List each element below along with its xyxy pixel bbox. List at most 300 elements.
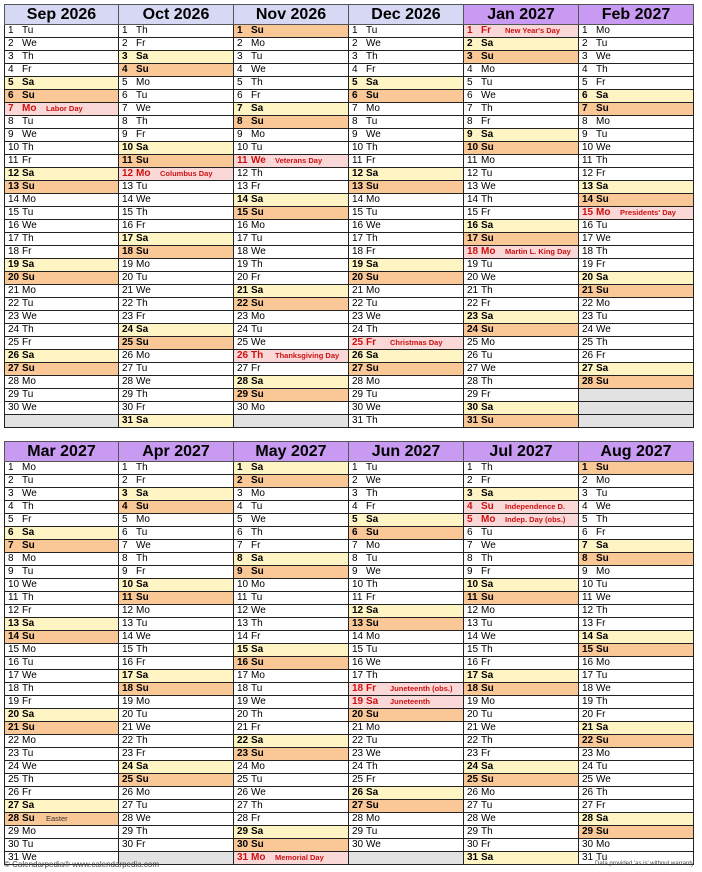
day-cell [349, 462, 464, 475]
weekday-label: Sa [136, 761, 149, 772]
month-header-aug-2027: Aug 2027 [578, 441, 694, 462]
day-number: 16 [122, 657, 134, 668]
day-cell [464, 644, 579, 657]
day-cell [349, 246, 464, 259]
day-number: 27 [352, 800, 364, 811]
day-cell [464, 350, 579, 363]
empty-day-cell [579, 389, 694, 402]
day-cell [234, 709, 349, 722]
day-number: 6 [122, 527, 128, 538]
day-number: 3 [467, 488, 473, 499]
day-number: 16 [237, 220, 249, 231]
day-cell [119, 566, 234, 579]
day-number: 6 [352, 90, 358, 101]
day-number: 3 [237, 488, 243, 499]
weekday-label: Mo [251, 852, 266, 863]
weekday-label: We [22, 670, 37, 681]
weekday-label: Fr [481, 116, 491, 127]
day-cell [579, 553, 694, 566]
day-cell [4, 129, 119, 142]
day-number: 29 [467, 389, 479, 400]
day-cell [119, 553, 234, 566]
weekday-label: Su [366, 618, 379, 629]
day-number: 24 [352, 324, 364, 335]
weekday-label: Fr [366, 774, 376, 785]
weekday-label: Fr [596, 259, 606, 270]
day-cell [119, 25, 234, 38]
day-cell [349, 324, 464, 337]
day-number: 8 [237, 116, 243, 127]
weekday-label: We [251, 246, 266, 257]
day-number: 8 [467, 116, 473, 127]
weekday-label: We [251, 514, 266, 525]
weekday-label: Th [251, 709, 263, 720]
day-cell [234, 194, 349, 207]
day-cell [119, 774, 234, 787]
day-cell [464, 38, 579, 51]
weekday-label: Tu [596, 852, 608, 863]
day-cell [349, 488, 464, 501]
day-cell [4, 592, 119, 605]
day-number: 15 [352, 644, 364, 655]
day-cell [119, 64, 234, 77]
day-cell [119, 514, 234, 527]
day-number: 5 [237, 514, 243, 525]
day-number: 23 [122, 311, 134, 322]
weekday-label: Sa [366, 168, 379, 179]
day-cell [464, 462, 579, 475]
day-cell [234, 337, 349, 350]
day-cell [349, 129, 464, 142]
weekday-label: Tu [366, 644, 378, 655]
day-number: 14 [352, 194, 364, 205]
weekday-label: Fr [251, 90, 261, 101]
day-cell [464, 337, 579, 350]
day-number: 1 [582, 462, 588, 473]
day-number: 28 [237, 813, 249, 824]
day-number: 18 [582, 683, 594, 694]
day-number: 2 [8, 475, 14, 486]
weekday-label: Th [136, 298, 148, 309]
weekday-label: Th [481, 826, 493, 837]
weekday-label: Tu [22, 475, 34, 486]
day-number: 15 [467, 207, 479, 218]
day-number: 15 [237, 644, 249, 655]
weekday-label: Mo [22, 644, 36, 655]
day-cell [119, 722, 234, 735]
day-number: 13 [352, 618, 364, 629]
day-number: 19 [8, 259, 20, 270]
day-cell [119, 77, 234, 90]
day-number: 30 [122, 402, 134, 413]
day-number: 20 [467, 272, 479, 283]
day-number: 23 [237, 311, 249, 322]
weekday-label: Su [366, 527, 379, 538]
weekday-label: Tu [366, 462, 378, 473]
day-cell [119, 337, 234, 350]
day-cell [349, 350, 464, 363]
day-cell [119, 285, 234, 298]
day-number: 13 [582, 618, 594, 629]
day-number: 5 [8, 514, 14, 525]
day-cell [119, 389, 234, 402]
day-cell [234, 272, 349, 285]
day-number: 18 [582, 246, 594, 257]
day-number: 13 [122, 181, 134, 192]
weekday-label: Su [136, 501, 149, 512]
day-cell [234, 839, 349, 852]
day-number: 10 [582, 579, 594, 590]
weekday-label: We [366, 566, 381, 577]
day-number: 27 [237, 363, 249, 374]
day-number: 19 [352, 259, 364, 270]
day-number: 3 [237, 51, 243, 62]
weekday-label: Mo [366, 285, 380, 296]
weekday-label: Sa [251, 194, 264, 205]
day-number: 23 [8, 748, 20, 759]
weekday-label: Mo [481, 155, 495, 166]
day-number: 20 [467, 709, 479, 720]
day-number: 29 [352, 826, 364, 837]
day-cell [579, 103, 694, 116]
weekday-label: Th [366, 415, 378, 426]
weekday-label: We [481, 540, 496, 551]
day-number: 1 [237, 462, 243, 473]
weekday-label: Mo [22, 462, 36, 473]
weekday-label: Tu [136, 618, 148, 629]
day-cell [234, 90, 349, 103]
weekday-label: Sa [481, 670, 494, 681]
weekday-label: Tu [366, 826, 378, 837]
day-number: 11 [467, 155, 478, 166]
day-cell [234, 657, 349, 670]
day-cell [234, 579, 349, 592]
day-number: 22 [582, 735, 594, 746]
day-number: 26 [582, 787, 594, 798]
weekday-label: Sa [136, 233, 149, 244]
weekday-label: Tu [596, 311, 608, 322]
day-number: 5 [467, 514, 473, 525]
day-cell [579, 246, 694, 259]
day-number: 1 [122, 462, 128, 473]
day-number: 16 [8, 657, 20, 668]
weekday-label: We [251, 337, 266, 348]
day-cell [349, 64, 464, 77]
weekday-label: Sa [22, 168, 35, 179]
day-cell [234, 761, 349, 774]
day-cell [349, 735, 464, 748]
day-cell [349, 787, 464, 800]
day-cell [349, 194, 464, 207]
day-number: 23 [467, 748, 479, 759]
weekday-label: Sa [22, 800, 35, 811]
weekday-label: Su [481, 592, 494, 603]
weekday-label: We [366, 748, 381, 759]
day-number: 20 [8, 709, 20, 720]
day-number: 14 [122, 631, 134, 642]
day-number: 24 [467, 324, 479, 335]
day-number: 19 [467, 259, 479, 270]
day-number: 7 [352, 540, 358, 551]
day-cell [119, 488, 234, 501]
day-cell [579, 566, 694, 579]
weekday-label: Mo [366, 540, 380, 551]
weekday-label: We [366, 839, 381, 850]
weekday-label: Fr [22, 155, 32, 166]
weekday-label: Tu [22, 566, 34, 577]
day-cell [234, 324, 349, 337]
weekday-label: Tu [481, 527, 493, 538]
day-cell [464, 761, 579, 774]
day-cell [349, 631, 464, 644]
day-number: 6 [467, 527, 473, 538]
weekday-label: Tu [22, 839, 34, 850]
day-cell [579, 774, 694, 787]
day-cell [234, 220, 349, 233]
day-number: 25 [122, 774, 134, 785]
day-number: 17 [582, 233, 594, 244]
weekday-label: Tu [136, 800, 148, 811]
day-number: 21 [582, 722, 594, 733]
day-cell [579, 813, 694, 826]
day-cell [4, 168, 119, 181]
day-number: 30 [122, 839, 134, 850]
day-cell [4, 324, 119, 337]
day-number: 28 [467, 376, 479, 387]
holiday-label: Christmas Day [390, 338, 443, 347]
day-cell [119, 527, 234, 540]
weekday-label: Tu [251, 233, 263, 244]
weekday-label: We [366, 475, 381, 486]
day-cell [4, 475, 119, 488]
day-number: 15 [582, 644, 594, 655]
day-cell [464, 311, 579, 324]
day-number: 9 [582, 129, 588, 140]
day-cell [234, 311, 349, 324]
day-number: 25 [467, 337, 479, 348]
day-number: 17 [8, 233, 20, 244]
day-number: 24 [582, 324, 594, 335]
day-cell [464, 376, 579, 389]
day-cell [234, 246, 349, 259]
weekday-label: We [366, 402, 381, 413]
day-number: 21 [352, 722, 364, 733]
weekday-label: Fr [251, 181, 261, 192]
day-number: 21 [352, 285, 364, 296]
day-number: 3 [352, 488, 358, 499]
day-cell [4, 514, 119, 527]
weekday-label: Th [136, 644, 148, 655]
weekday-label: Su [481, 501, 494, 512]
day-number: 23 [467, 311, 479, 322]
holiday-label: Labor Day [46, 104, 83, 113]
weekday-label: Su [22, 181, 35, 192]
day-number: 27 [122, 363, 134, 374]
day-cell [234, 826, 349, 839]
day-cell [119, 233, 234, 246]
day-number: 26 [467, 350, 479, 361]
day-number: 4 [8, 64, 14, 75]
weekday-label: Tu [596, 579, 608, 590]
day-cell [464, 415, 579, 428]
day-number: 8 [352, 116, 358, 127]
weekday-label: Su [22, 272, 35, 283]
weekday-label: Mo [136, 350, 150, 361]
weekday-label: Mo [366, 194, 380, 205]
day-number: 4 [237, 64, 243, 75]
weekday-label: Su [251, 116, 264, 127]
weekday-label: Tu [22, 116, 34, 127]
day-number: 25 [352, 774, 364, 785]
weekday-label: Mo [251, 402, 265, 413]
day-number: 29 [8, 389, 20, 400]
weekday-label: We [481, 722, 496, 733]
day-cell [234, 103, 349, 116]
weekday-label: Tu [251, 683, 263, 694]
day-number: 8 [582, 553, 588, 564]
day-number: 22 [352, 735, 364, 746]
weekday-label: Th [366, 142, 378, 153]
weekday-label: Sa [22, 618, 35, 629]
weekday-label: Mo [366, 813, 380, 824]
day-cell [349, 683, 464, 696]
day-cell [464, 670, 579, 683]
weekday-label: Fr [251, 722, 261, 733]
day-cell [119, 363, 234, 376]
weekday-label: Th [22, 233, 34, 244]
weekday-label: Fr [596, 527, 606, 538]
month-header-jan-2027: Jan 2027 [463, 4, 579, 25]
weekday-label: Mo [596, 475, 610, 486]
weekday-label: We [366, 129, 381, 140]
day-cell [349, 116, 464, 129]
day-number: 31 [8, 852, 20, 863]
day-cell [464, 800, 579, 813]
day-cell [119, 800, 234, 813]
holiday-label: Martin L. King Day [505, 247, 571, 256]
day-cell [579, 501, 694, 514]
weekday-label: Fr [481, 657, 491, 668]
weekday-label: Su [596, 644, 609, 655]
day-cell [234, 553, 349, 566]
weekday-label: Sa [251, 103, 264, 114]
weekday-label: Th [481, 285, 493, 296]
day-number: 18 [122, 683, 134, 694]
day-cell [579, 605, 694, 618]
weekday-label: Mo [251, 38, 265, 49]
weekday-label: Tu [596, 670, 608, 681]
weekday-label: We [22, 488, 37, 499]
day-number: 5 [8, 77, 14, 88]
weekday-label: Mo [481, 337, 495, 348]
day-number: 20 [352, 272, 364, 283]
day-cell [4, 272, 119, 285]
day-number: 1 [582, 25, 588, 36]
day-cell [234, 592, 349, 605]
day-number: 8 [352, 553, 358, 564]
weekday-label: Th [136, 116, 148, 127]
day-number: 27 [467, 800, 479, 811]
day-cell [349, 514, 464, 527]
weekday-label: Th [366, 233, 378, 244]
month-header-feb-2027: Feb 2027 [578, 4, 694, 25]
weekday-label: We [366, 311, 381, 322]
day-cell [119, 168, 234, 181]
day-number: 17 [8, 670, 20, 681]
day-cell [4, 194, 119, 207]
weekday-label: Sa [366, 696, 379, 707]
day-cell [349, 402, 464, 415]
day-number: 16 [352, 657, 364, 668]
day-number: 27 [122, 800, 134, 811]
day-cell [464, 527, 579, 540]
day-cell [579, 376, 694, 389]
day-cell [579, 670, 694, 683]
day-number: 28 [582, 813, 594, 824]
weekday-label: We [22, 129, 37, 140]
day-number: 10 [8, 579, 20, 590]
day-cell [579, 168, 694, 181]
day-number: 7 [8, 103, 14, 114]
weekday-label: Fr [136, 839, 146, 850]
day-cell [579, 233, 694, 246]
day-cell [579, 722, 694, 735]
day-number: 3 [122, 51, 128, 62]
day-cell [349, 25, 464, 38]
weekday-label: Th [22, 592, 34, 603]
weekday-label: Th [136, 389, 148, 400]
day-number: 11 [352, 592, 363, 603]
weekday-label: Th [22, 683, 34, 694]
day-cell [349, 761, 464, 774]
weekday-label: Fr [366, 155, 376, 166]
weekday-label: Mo [22, 285, 36, 296]
day-cell [4, 285, 119, 298]
weekday-label: Mo [251, 220, 265, 231]
day-cell [4, 501, 119, 514]
day-number: 3 [582, 488, 588, 499]
weekday-label: We [136, 540, 151, 551]
day-cell [4, 311, 119, 324]
day-cell [464, 566, 579, 579]
day-number: 14 [237, 194, 249, 205]
day-cell [119, 155, 234, 168]
day-number: 1 [237, 25, 243, 36]
day-cell [119, 376, 234, 389]
day-cell [119, 129, 234, 142]
day-cell [349, 527, 464, 540]
weekday-label: Su [596, 194, 609, 205]
day-number: 13 [8, 618, 20, 629]
weekday-label: Mo [596, 298, 610, 309]
day-number: 14 [467, 194, 479, 205]
day-number: 9 [582, 566, 588, 577]
day-number: 12 [122, 605, 134, 616]
copyright-footer: © Calendarpedia® www.calendarpedia.com [4, 860, 159, 869]
day-number: 10 [237, 579, 249, 590]
day-number: 5 [467, 77, 473, 88]
weekday-label: Fr [596, 77, 606, 88]
day-number: 2 [467, 38, 473, 49]
weekday-label: Su [22, 631, 35, 642]
weekday-label: Mo [22, 376, 36, 387]
day-number: 7 [582, 103, 588, 114]
day-cell [4, 103, 119, 116]
empty-day-cell [579, 415, 694, 428]
day-cell [234, 389, 349, 402]
day-number: 3 [352, 51, 358, 62]
weekday-label: Mo [481, 514, 496, 525]
